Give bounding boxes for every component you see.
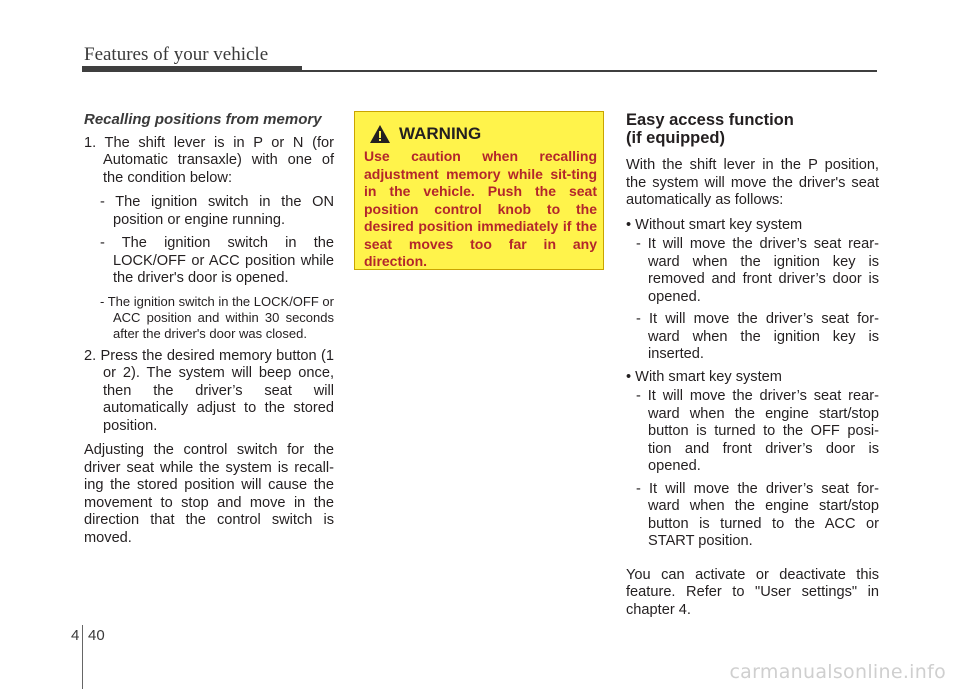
recall-heading: Recalling positions from memory <box>84 111 322 128</box>
page-number: 40 <box>88 627 105 644</box>
watermark: carmanualsonline.info <box>729 661 946 683</box>
footer-divider <box>82 625 83 689</box>
step-2: 2. Press the desired memory button (1 or 2). The system will beep once, then the driver’s seat will automatically adjust to the stored position. <box>84 347 334 434</box>
chapter-number: 4 <box>71 627 80 644</box>
warning-box <box>354 111 604 270</box>
page-header-title: Features of your vehicle <box>84 44 269 65</box>
with-smart-key-rearward: - It will move the driver’s seat rear-ward when the engine start/stop button is turned to the OFF posi-tion and front driver’s door is opened. <box>636 388 879 474</box>
adjust-paragraph: Adjusting the control switch for the driver seat while the system is recall-ing the stored position will cause the movement to stop and move in the direction that the control switch is moved. <box>84 442 334 546</box>
step-1: 1. The shift lever is in P or N (for Automatic transaxle) with one of the condition below: <box>84 134 334 186</box>
without-smart-key-forward: - It will move the driver’s seat for-ward when the ignition key is inserted. <box>636 311 879 362</box>
left-column <box>84 111 334 554</box>
easy-access-intro: With the shift lever in the P position, the system will move the driver's seat automatically as follows: <box>626 157 879 208</box>
warning-text: Use caution when recalling adjustment memory while sit-ting in the vehicle. Push the seat position control knob to the desired position immediately if the seat moves too far in any direction. <box>364 148 597 269</box>
with-smart-key-forward: - It will move the driver’s seat for-ward when the engine start/stop button is turned to the ACC or START position. <box>636 480 879 549</box>
without-smart-key-rearward: - It will move the driver’s seat rear-ward when the ignition key is removed and front driver’s door is opened. <box>636 236 879 305</box>
condition-1: - The ignition switch in the ON position or engine running. <box>100 194 334 228</box>
right-column <box>626 111 879 626</box>
header-rule-thick <box>82 66 302 72</box>
easy-access-heading <box>626 111 879 147</box>
bullet-without-smart-key: • Without smart key system <box>626 216 803 233</box>
easy-access-heading-line1: Easy access function <box>626 111 794 129</box>
warning-header <box>369 122 481 146</box>
easy-access-heading-line2: (if equipped) <box>626 129 725 147</box>
easy-access-closing: You can activate or deactivate this feature. Refer to "User settings" in chapter 4. <box>626 566 879 618</box>
condition-2: - The ignition switch in the LOCK/OFF or ACC position while the driver's door is opened. <box>100 235 334 286</box>
condition-3: - The ignition switch in the LOCK/OFF or ACC position and within 30 seconds after the driver's door was closed. <box>100 293 334 341</box>
header-rule-thin <box>300 70 877 72</box>
warning-icon <box>369 124 391 144</box>
warning-title: WARNING <box>399 124 482 143</box>
bullet-with-smart-key: • With smart key system <box>626 368 782 385</box>
